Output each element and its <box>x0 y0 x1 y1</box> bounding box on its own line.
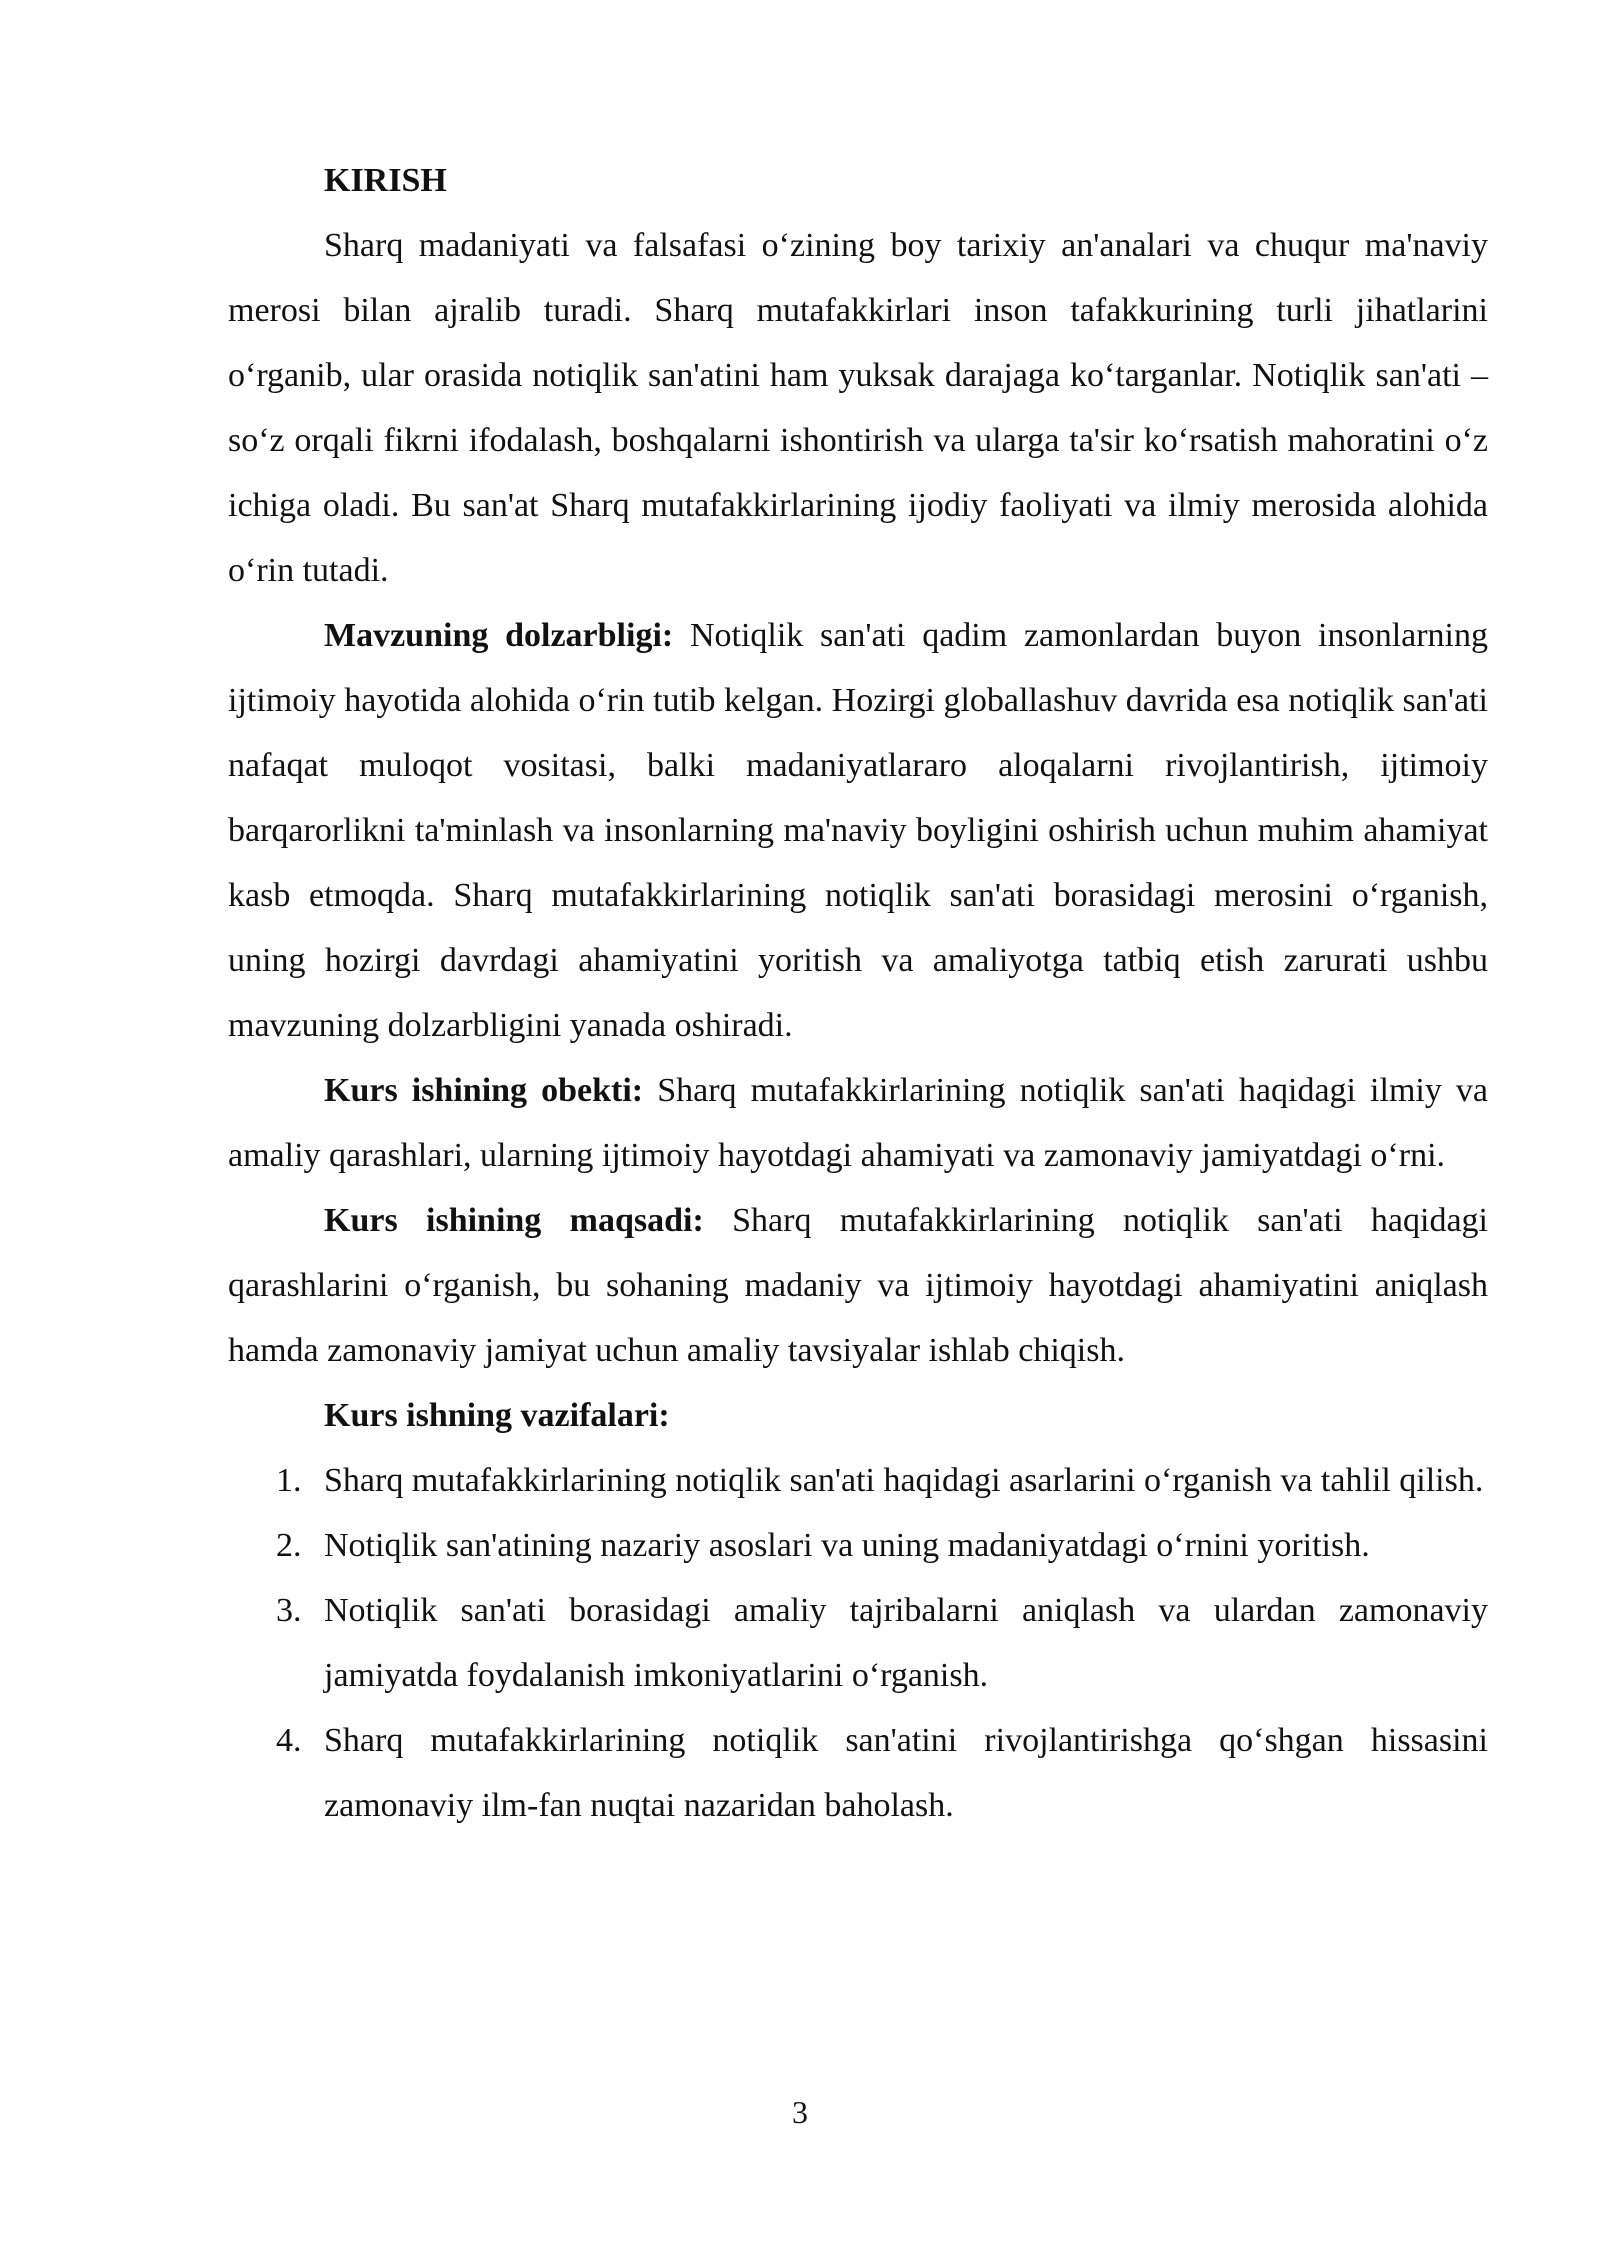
list-number: 2. <box>276 1527 302 1564</box>
goal-text: Sharq mutafakkirlarining notiqlik san'ati haqidagi qarashlarini o‘rganish, bu sohaning madaniy va ijtimoiy hayotdagi ahamiyatini aniqlash hamda zamonaviy jamiyat uchun amaliy tavsiyalar ishlab chiqish. <box>228 1202 1489 1369</box>
object-paragraph <box>228 1058 1488 1188</box>
goal-label: Kurs ishining maqsadi: <box>324 1202 704 1239</box>
list-text: Sharq mutafakkirlarining notiqlik san'atini rivojlantirishga qo‘shgan hissasini zamonaviy ilm-fan nuqtai nazaridan baholash. <box>324 1722 1488 1824</box>
list-number: 3. <box>276 1592 302 1629</box>
list-item <box>228 1578 1488 1708</box>
document-page <box>228 148 1488 1838</box>
list-text: Notiqlik san'ati borasidagi amaliy tajribalarni aniqlash va ulardan zamonaviy jamiyatda foydalanish imkoniyatlarini o‘rganish. <box>324 1592 1488 1694</box>
tasks-heading: Kurs ishning vazifalari: <box>324 1397 670 1434</box>
relevance-paragraph <box>228 603 1488 1058</box>
intro-paragraph: Sharq madaniyati va falsafasi o‘zining boy tarixiy an'analari va chuqur ma'naviy merosi bilan ajralib turadi. Sharq mutafakkirlari inson tafakkurining turli jihatlarini o‘rganib, ular orasida notiqlik san'atini ham yuksak darajaga ko‘targanlar. Notiqlik san'ati – so‘z orqali fikrni ifodalash, boshqalarni ishontirish va ularga ta'sir ko‘rsatish mahoratini o‘z ichiga oladi. Bu san'at Sharq mutafakkirlarining ijodiy faoliyati va ilmiy merosida alohida o‘rin tutadi. <box>228 227 1488 589</box>
list-number: 4. <box>276 1722 302 1759</box>
tasks-list <box>228 1448 1488 1838</box>
page-number: 3 <box>792 2094 808 2130</box>
object-label: Kurs ishining obekti: <box>324 1072 644 1109</box>
list-text: Sharq mutafakkirlarining notiqlik san'ati haqidagi asarlarini o‘rganish va tahlil qilish. <box>324 1462 1484 1499</box>
relevance-text: Notiqlik san'ati qadim zamonlardan buyon insonlarning ijtimoiy hayotida alohida o‘rin tutib kelgan. Hozirgi globallashuv davrida esa notiqlik san'ati nafaqat muloqot vositasi, balki madaniyatlararo aloqalarni rivojlantirish, ijtimoiy barqarorlikni ta'minlash va insonlarning ma'naviy boyligini oshirish uchun muhim ahamiyat kasb etmoqda. Sharq mutafakkirlarining notiqlik san'ati borasidagi merosini o‘rganish, uning hozirgi davrdagi ahamiyatini yoritish va amaliyotga tatbiq etish zarurati ushbu mavzuning dolzarbligini yanada oshiradi. <box>228 617 1488 1044</box>
object-text: Sharq mutafakkirlarining notiqlik san'ati haqidagi ilmiy va amaliy qarashlari, ularning ijtimoiy hayotdagi ahamiyati va zamonaviy jamiyatdagi o‘rni. <box>228 1072 1489 1174</box>
list-item <box>228 1448 1488 1513</box>
goal-paragraph <box>228 1188 1488 1383</box>
list-item <box>228 1708 1488 1838</box>
list-item <box>228 1513 1488 1578</box>
list-text: Notiqlik san'atining nazariy asoslari va uning madaniyatdagi o‘rnini yoritish. <box>324 1527 1370 1564</box>
section-heading: KIRISH <box>324 162 447 199</box>
list-number: 1. <box>276 1462 302 1499</box>
relevance-label: Mavzuning dolzarbligi: <box>324 617 674 654</box>
